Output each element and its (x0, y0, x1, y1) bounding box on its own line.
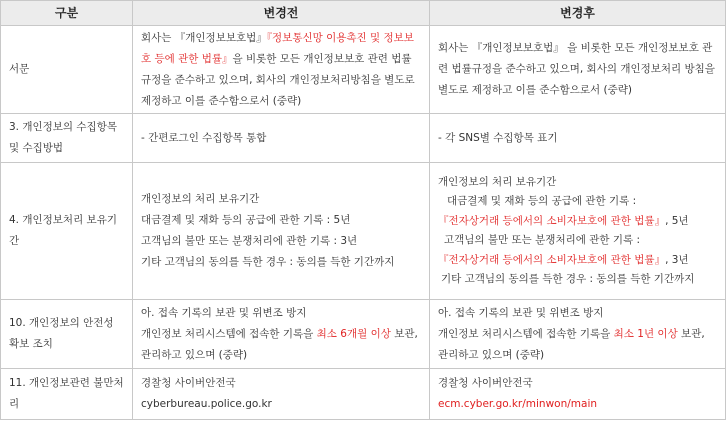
highlight-text: 최소 1년 이상 (613, 327, 678, 340)
row-after: - 각 SNS별 수집항목 표기 (430, 114, 726, 163)
header-before: 변경전 (133, 1, 430, 26)
highlight-text: 『전자상거래 등에서의 소비자보호에 관한 법률』 (438, 214, 666, 227)
row-after (430, 300, 726, 369)
highlight-text: 최소 6개월 이상 (316, 327, 391, 340)
text-line: 고객님의 불만 또는 분쟁처리에 관한 기록 : (444, 234, 640, 246)
table-row (1, 300, 726, 369)
row-after (430, 163, 726, 300)
text: 보관, 관리하고 있으며 (중략) (141, 327, 418, 361)
table-header-row (1, 1, 726, 26)
text-line: 개인정보의 처리 보유기간 (141, 193, 260, 205)
text: , 5년 (665, 214, 689, 227)
text-line (438, 324, 717, 366)
row-after (430, 369, 726, 420)
row-category: 3. 개인정보의 수집항목 및 수집방법 (1, 114, 133, 163)
row-before (133, 369, 430, 420)
text-line: cyberbureau.police.go.kr (141, 398, 272, 410)
text-line (438, 212, 717, 232)
text-line: 대금결제 및 재화 등의 공급에 관한 기록 : 5년 (141, 214, 351, 226)
table-row (1, 369, 726, 420)
header-category: 구분 (1, 1, 133, 26)
table-row (1, 163, 726, 300)
text: 개인정보 처리시스템에 접속한 기록을 (141, 327, 317, 340)
text: 개인정보 처리시스템에 접속한 기록을 (438, 327, 614, 340)
table-row (1, 114, 726, 163)
text-line: 아. 접속 기록의 보관 및 위변조 방지 (438, 306, 604, 319)
text-line: 기타 고객님의 동의를 득한 경우 : 동의를 득한 기간까지 (141, 256, 395, 268)
text: 보관, 관리하고 있으며 (중략) (438, 327, 705, 361)
row-after: 회사는 『개인정보보호법』 을 비롯한 모든 개인정보보호 관련 법률규정을 준수하고 있으며, 회사의 개인정보처리 방침을 별도로 제정하고 이를 준수함으로서 (중략) (430, 26, 726, 114)
row-category: 4. 개인정보처리 보유기간 (1, 163, 133, 300)
text-line: 경찰청 사이버안전국 (141, 377, 236, 389)
row-category: 10. 개인정보의 안전성 확보 조치 (1, 300, 133, 369)
text-line: 아. 접속 기록의 보관 및 위변조 방지 (141, 306, 307, 319)
text-line (438, 251, 717, 271)
row-before (133, 26, 430, 114)
row-before (133, 163, 430, 300)
text-line: 대금결제 및 재화 등의 공급에 관한 기록 : (447, 195, 637, 207)
highlight-text: 『전자상거래 등에서의 소비자보호에 관한 법률』 (438, 253, 666, 266)
text: , 3년 (665, 253, 689, 266)
row-before: - 간편로그인 수집항목 통합 (133, 114, 430, 163)
text-line: 개인정보의 처리 보유기간 (438, 175, 557, 188)
text-line: 경찰청 사이버안전국 (438, 377, 533, 389)
row-category: 11. 개인정보관련 불만처리 (1, 369, 133, 420)
row-before (133, 300, 430, 369)
highlight-text: 『정보통신망 이용촉진 및 정보보호 등에 관한 법률』 (141, 31, 414, 65)
text-line (141, 324, 421, 366)
row-category: 서문 (1, 26, 133, 114)
text: 을 비롯한 모든 개인정보보호 관련 법률규정을 준수하고 있으며, 회사의 개인정보처리방침을 별도로 제정하고 이를 준수함으로서 (중략) (141, 52, 415, 107)
text: 회사는 『개인정보보호법』 (141, 31, 267, 44)
table-row (1, 26, 726, 114)
text-line: 고객님의 불만 또는 분쟁처리에 관한 기록 : 3년 (141, 235, 358, 247)
header-after: 변경후 (430, 1, 726, 26)
text-line: 기타 고객님의 동의를 득한 경우 : 동의를 득한 기간까지 (441, 273, 695, 285)
highlight-text: ecm.cyber.go.kr/minwon/main (438, 398, 598, 410)
